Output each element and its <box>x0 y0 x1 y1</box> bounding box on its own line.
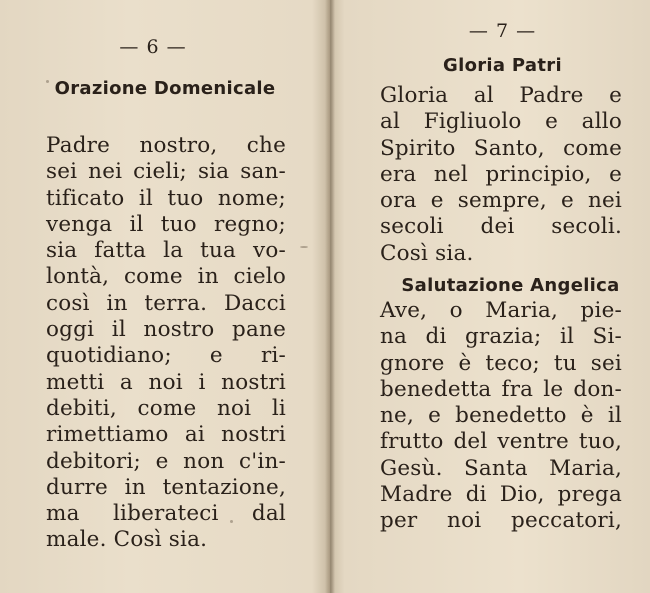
page-number-right: — 7 — <box>468 20 537 42</box>
paper-speck <box>300 246 308 248</box>
text-line: Ave, o Maria, pie- <box>380 298 622 323</box>
text-line: Gesù. Santa Maria, <box>380 455 622 481</box>
paper-speck <box>230 520 233 523</box>
text-line: era nel principio, e <box>380 161 622 187</box>
text-line: Così sia. <box>380 240 474 266</box>
text-line: al Figliuolo e allo <box>380 109 622 135</box>
text-line: tificato il tuo nome; <box>46 185 286 211</box>
text-line: rimettiamo ai nostri <box>46 422 286 448</box>
paper-speck <box>46 80 49 83</box>
prayer-title-gloria-patri: Gloria Patri <box>443 55 562 76</box>
text-line: Madre di Dio, prega <box>380 482 622 508</box>
text-line: Spirito Santo, come <box>380 135 622 161</box>
text-line: durre in tentazione, <box>46 474 286 500</box>
text-line: benedetta fra le don- <box>380 376 622 402</box>
book-gutter <box>325 0 335 593</box>
text-line: sia fatta la tua vo- <box>46 238 286 264</box>
text-line: così in terra. Dacci <box>46 290 286 316</box>
text-line: na di grazia; il Si- <box>380 324 622 350</box>
right-page <box>380 0 625 593</box>
prayer-text-gloria-patri <box>380 83 622 267</box>
prayer-title-salutazione-angelica: Salutazione Angelica <box>401 275 620 296</box>
text-line: debitori; e non c'in- <box>46 448 286 474</box>
text-line: ma liberateci dal <box>46 501 286 527</box>
text-line: quotidiano; e ri- <box>46 343 286 369</box>
text-line: Gloria al Padre e <box>380 83 622 108</box>
text-line: gnore è teco; tu sei <box>380 350 622 376</box>
prayer-title-orazione-domenicale: Orazione Domenicale <box>54 78 276 99</box>
prayer-text-salutazione-angelica <box>380 298 622 535</box>
left-page <box>40 0 290 593</box>
text-line: ora e sempre, e nei <box>380 188 622 214</box>
text-line: frutto del ventre tuo, <box>380 429 622 455</box>
text-line: oggi il nostro pane <box>46 317 286 343</box>
text-line: lontà, come in cielo <box>46 264 286 290</box>
text-line: metti a noi i nostri <box>46 369 286 395</box>
text-line: venga il tuo regno; <box>46 211 286 237</box>
text-line: ne, e benedetto è il <box>380 403 622 429</box>
page-number-left: — 6 — <box>119 36 187 58</box>
text-line: Padre nostro, che <box>46 133 286 158</box>
text-line: male. Così sia. <box>46 527 208 553</box>
text-line: secoli dei secoli. <box>380 214 622 240</box>
text-line: per noi peccatori, <box>380 508 622 534</box>
prayer-text-orazione-domenicale <box>46 133 286 554</box>
text-line: debiti, come noi li <box>46 395 286 421</box>
text-line: sei nei cieli; sia san- <box>46 159 286 185</box>
